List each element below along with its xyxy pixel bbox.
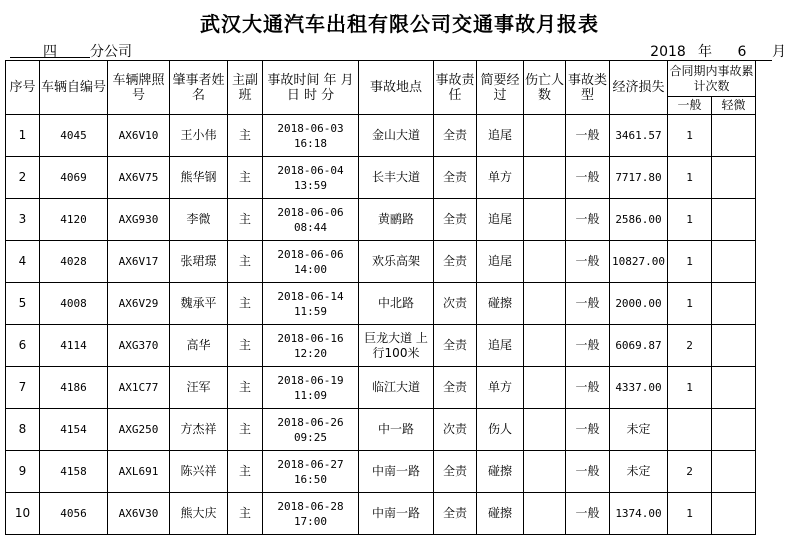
- cell-date: 2018-06-03: [277, 121, 344, 135]
- cell-vehicle-no: 4028: [40, 241, 108, 283]
- cell-loss: 4337.00: [610, 367, 668, 409]
- cell-vehicle-no: 4008: [40, 283, 108, 325]
- cell-date: 2018-06-26: [277, 415, 344, 429]
- table-row: [6, 367, 756, 409]
- cell-role: 主: [228, 241, 263, 283]
- cell-driver: 王小伟: [170, 115, 228, 157]
- cell-plate: AX6V75: [108, 157, 170, 199]
- cell-date: 2018-06-14: [277, 289, 344, 303]
- cell-casualties: [524, 115, 566, 157]
- cell-driver: 汪军: [170, 367, 228, 409]
- cell-seq: 7: [6, 367, 40, 409]
- header-responsibility: 事故责任: [434, 61, 477, 115]
- cell-time: [263, 283, 359, 325]
- cell-type: 一般: [566, 115, 610, 157]
- cell-location: 中南一路: [359, 493, 434, 535]
- cell-location: 巨龙大道 上行100米: [359, 325, 434, 367]
- cell-general: 1: [668, 241, 712, 283]
- cell-minor: [712, 157, 756, 199]
- cell-vehicle-no: 4069: [40, 157, 108, 199]
- period-year-label: 年: [698, 44, 712, 60]
- cell-responsibility: 次责: [434, 283, 477, 325]
- cell-general: 1: [668, 283, 712, 325]
- cell-loss: 未定: [610, 451, 668, 493]
- cell-date: 2018-06-06: [277, 205, 344, 219]
- cell-loss: 1374.00: [610, 493, 668, 535]
- cell-role: 主: [228, 325, 263, 367]
- cell-casualties: [524, 409, 566, 451]
- cell-type: 一般: [566, 283, 610, 325]
- cell-loss: 未定: [610, 409, 668, 451]
- cell-location: 金山大道: [359, 115, 434, 157]
- cell-loss: 3461.57: [610, 115, 668, 157]
- cell-general: 2: [668, 325, 712, 367]
- cell-summary: 追尾: [477, 325, 524, 367]
- cell-driver: 李微: [170, 199, 228, 241]
- cell-time: [263, 241, 359, 283]
- cell-role: 主: [228, 409, 263, 451]
- cell-minor: [712, 199, 756, 241]
- cell-responsibility: 全责: [434, 157, 477, 199]
- table-row: [6, 451, 756, 493]
- cell-minor: [712, 409, 756, 451]
- cell-seq: 4: [6, 241, 40, 283]
- cell-plate: AX6V29: [108, 283, 170, 325]
- table-row: [6, 199, 756, 241]
- cell-date: 2018-06-04: [277, 163, 344, 177]
- table-row: [6, 115, 756, 157]
- cell-type: 一般: [566, 409, 610, 451]
- cell-location: 长丰大道: [359, 157, 434, 199]
- header-seq: 序号: [6, 61, 40, 115]
- header-vehicle-no: 车辆自编号: [40, 61, 108, 115]
- cell-casualties: [524, 199, 566, 241]
- cell-general: 2: [668, 451, 712, 493]
- cell-minor: [712, 283, 756, 325]
- cell-casualties: [524, 157, 566, 199]
- cell-vehicle-no: 4154: [40, 409, 108, 451]
- cell-minor: [712, 241, 756, 283]
- cell-time: [263, 451, 359, 493]
- header-summary: 简要经过: [477, 61, 524, 115]
- cell-type: 一般: [566, 451, 610, 493]
- cell-seq: 1: [6, 115, 40, 157]
- cell-seq: 2: [6, 157, 40, 199]
- cell-vehicle-no: 4114: [40, 325, 108, 367]
- accident-report-table: [5, 60, 756, 535]
- cell-driver: 高华: [170, 325, 228, 367]
- table-row: [6, 283, 756, 325]
- cell-loss: 7717.80: [610, 157, 668, 199]
- cell-general: 1: [668, 157, 712, 199]
- cell-responsibility: 全责: [434, 493, 477, 535]
- cell-time: [263, 325, 359, 367]
- cell-clock: 11:59: [293, 304, 328, 318]
- cell-loss: 2586.00: [610, 199, 668, 241]
- cell-responsibility: 次责: [434, 409, 477, 451]
- cell-casualties: [524, 283, 566, 325]
- cell-seq: 5: [6, 283, 40, 325]
- cell-type: 一般: [566, 241, 610, 283]
- cell-plate: AXG370: [108, 325, 170, 367]
- cell-minor: [712, 493, 756, 535]
- cell-summary: 追尾: [477, 241, 524, 283]
- cell-date: 2018-06-19: [277, 373, 344, 387]
- cell-clock: 08:44: [293, 220, 328, 234]
- cell-casualties: [524, 241, 566, 283]
- cell-loss: 10827.00: [610, 241, 668, 283]
- header-time: 事故时间 年 月 日 时 分: [263, 61, 359, 115]
- cell-casualties: [524, 493, 566, 535]
- cell-summary: 追尾: [477, 115, 524, 157]
- cell-time: [263, 493, 359, 535]
- cell-general: 1: [668, 115, 712, 157]
- cell-summary: 单方: [477, 157, 524, 199]
- cell-summary: 碰擦: [477, 493, 524, 535]
- cell-clock: 09:25: [293, 430, 328, 444]
- header-type: 事故类型: [566, 61, 610, 115]
- cell-type: 一般: [566, 367, 610, 409]
- cell-role: 主: [228, 157, 263, 199]
- cell-responsibility: 全责: [434, 115, 477, 157]
- cell-driver: 熊华钢: [170, 157, 228, 199]
- cell-responsibility: 全责: [434, 367, 477, 409]
- cell-clock: 14:00: [293, 262, 328, 276]
- cell-plate: AX1C77: [108, 367, 170, 409]
- cell-responsibility: 全责: [434, 451, 477, 493]
- cell-general: 1: [668, 493, 712, 535]
- cell-responsibility: 全责: [434, 241, 477, 283]
- cell-plate: AX6V30: [108, 493, 170, 535]
- cell-minor: [712, 115, 756, 157]
- cell-summary: 碰擦: [477, 451, 524, 493]
- cell-driver: 张珺璟: [170, 241, 228, 283]
- cell-location: 中一路: [359, 409, 434, 451]
- cell-type: 一般: [566, 493, 610, 535]
- table-row: [6, 409, 756, 451]
- cell-time: [263, 199, 359, 241]
- cell-location: 黄鹂路: [359, 199, 434, 241]
- cell-date: 2018-06-28: [277, 499, 344, 513]
- cell-role: 主: [228, 367, 263, 409]
- header-plate: 车辆牌照号: [108, 61, 170, 115]
- table-row: [6, 493, 756, 535]
- cell-plate: AXG930: [108, 199, 170, 241]
- cell-role: 主: [228, 283, 263, 325]
- cell-responsibility: 全责: [434, 199, 477, 241]
- cell-vehicle-no: 4045: [40, 115, 108, 157]
- cell-clock: 11:09: [293, 388, 328, 402]
- header-contract-minor: 轻微: [712, 97, 756, 115]
- cell-time: [263, 409, 359, 451]
- cell-plate: AX6V10: [108, 115, 170, 157]
- cell-clock: 17:00: [293, 514, 328, 528]
- report-subheader: [10, 41, 790, 59]
- cell-seq: 3: [6, 199, 40, 241]
- cell-seq: 8: [6, 409, 40, 451]
- cell-summary: 碰擦: [477, 283, 524, 325]
- cell-vehicle-no: 4158: [40, 451, 108, 493]
- cell-casualties: [524, 451, 566, 493]
- cell-driver: 陈兴祥: [170, 451, 228, 493]
- cell-clock: 13:59: [293, 178, 328, 192]
- branch-field: [10, 41, 132, 61]
- cell-time: [263, 115, 359, 157]
- cell-date: 2018-06-06: [277, 247, 344, 261]
- cell-role: 主: [228, 451, 263, 493]
- branch-name: 四: [10, 41, 90, 58]
- cell-summary: 追尾: [477, 199, 524, 241]
- cell-general: 1: [668, 367, 712, 409]
- cell-location: 欢乐高架: [359, 241, 434, 283]
- cell-type: 一般: [566, 325, 610, 367]
- cell-role: 主: [228, 493, 263, 535]
- cell-casualties: [524, 367, 566, 409]
- cell-time: [263, 157, 359, 199]
- period-month-label: 月: [772, 44, 786, 60]
- cell-vehicle-no: 4056: [40, 493, 108, 535]
- header-role: 主副班: [228, 61, 263, 115]
- header-driver: 肇事者姓名: [170, 61, 228, 115]
- cell-plate: AXG250: [108, 409, 170, 451]
- cell-driver: 熊大庆: [170, 493, 228, 535]
- cell-minor: [712, 367, 756, 409]
- cell-responsibility: 全责: [434, 325, 477, 367]
- cell-role: 主: [228, 199, 263, 241]
- report-title: 武汉大通汽车出租有限公司交通事故月报表: [200, 12, 599, 36]
- cell-date: 2018-06-27: [277, 457, 344, 471]
- cell-loss: 6069.87: [610, 325, 668, 367]
- cell-general: [668, 409, 712, 451]
- header-location: 事故地点: [359, 61, 434, 115]
- cell-general: 1: [668, 199, 712, 241]
- branch-suffix: 分公司: [90, 44, 132, 60]
- cell-summary: 单方: [477, 367, 524, 409]
- period-year: 2018: [638, 44, 698, 61]
- cell-clock: 16:18: [293, 136, 328, 150]
- cell-seq: 9: [6, 451, 40, 493]
- cell-plate: AXL691: [108, 451, 170, 493]
- cell-minor: [712, 325, 756, 367]
- table-row: [6, 157, 756, 199]
- table-body: [6, 115, 756, 535]
- cell-clock: 12:20: [293, 346, 328, 360]
- cell-type: 一般: [566, 199, 610, 241]
- cell-summary: 伤人: [477, 409, 524, 451]
- cell-location: 临江大道: [359, 367, 434, 409]
- cell-seq: 6: [6, 325, 40, 367]
- cell-casualties: [524, 325, 566, 367]
- cell-clock: 16:50: [293, 472, 328, 486]
- cell-type: 一般: [566, 157, 610, 199]
- cell-vehicle-no: 4186: [40, 367, 108, 409]
- cell-date: 2018-06-16: [277, 331, 344, 345]
- period-field: [638, 41, 786, 61]
- cell-vehicle-no: 4120: [40, 199, 108, 241]
- cell-role: 主: [228, 115, 263, 157]
- period-month: 6: [712, 44, 772, 61]
- header-contract: 合同期内事故累计次数: [668, 61, 756, 97]
- table-row: [6, 241, 756, 283]
- table-row: [6, 325, 756, 367]
- cell-location: 中南一路: [359, 451, 434, 493]
- cell-seq: 10: [6, 493, 40, 535]
- cell-minor: [712, 451, 756, 493]
- cell-driver: 方杰祥: [170, 409, 228, 451]
- header-loss: 经济损失: [610, 61, 668, 115]
- cell-time: [263, 367, 359, 409]
- cell-plate: AX6V17: [108, 241, 170, 283]
- cell-location: 中北路: [359, 283, 434, 325]
- header-casualties: 伤亡人数: [524, 61, 566, 115]
- cell-loss: 2000.00: [610, 283, 668, 325]
- header-contract-general: 一般: [668, 97, 712, 115]
- cell-driver: 魏承平: [170, 283, 228, 325]
